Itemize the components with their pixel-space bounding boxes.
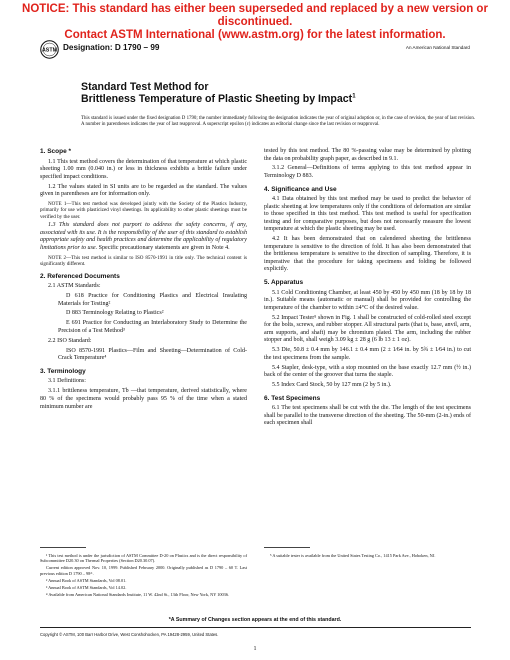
para-3-1-2: 3.1.2 General—Definitions of terms applying to this test method appear in Terminology D 883. <box>264 165 471 180</box>
note-2: NOTE 2—This test method is similar to ISO 8570-1991 in title only. The technical content is significantly different. <box>40 254 247 268</box>
footnote-1: ¹ This test method is under the jurisdiction of ASTM Committee D-20 on Plastics and is the direct responsibility of Subcommittee D20.30 on Thermal Properties (Section D20.30.07). <box>40 553 247 564</box>
reference-item: E 691 Practice for Conducting an Interlaboratory Study to Determine the Precision of a Test Method³ <box>58 320 247 334</box>
page-number: 1 <box>253 646 257 652</box>
para-5-5: 5.5 Index Card Stock, 50 by 127 mm (2 by 5 in.). <box>272 382 392 389</box>
notice-line-1: NOTICE: This standard has either been superseded and replaced by a new version or discontinued. <box>22 3 488 28</box>
section-4-heading: 4. Significance and Use <box>264 185 337 193</box>
notice-line-2: Contact ASTM International (www.astm.org) for the latest information. <box>64 29 446 41</box>
section-6-heading: 6. Test Specimens <box>264 394 321 402</box>
para-5-1: 5.1 Cold Conditioning Chamber, at least 450 by 450 by 450 mm (18 by 18 by 18 in.). Suitable means (automatic or manual) shall be provided for controlling the temperature of the chamber to within ±4°C of the desired value. <box>264 289 471 311</box>
right-footnotes <box>264 553 471 560</box>
section-3-heading: 3. Terminology <box>40 367 86 375</box>
section-2-heading: 2. Referenced Documents <box>40 272 120 280</box>
copyright-line: Copyright © ASTM, 100 Barr Harbor Drive, West Conshohocken, PA 19428-2959, United States. <box>40 632 219 637</box>
section-1-heading: 1. Scope * <box>40 148 72 155</box>
footnote-rule <box>264 547 310 548</box>
right-column <box>264 148 471 430</box>
footer-divider <box>40 627 471 628</box>
footnote-rule <box>40 547 86 548</box>
para-6-1: 6.1 The test specimens shall be cut with the die. The length of the test specimens shall be parallel to the transverse direction of the sheeting. The 50-mm (2-in.) ends of each specimen shall <box>264 405 471 427</box>
title-line-2: Brittleness Temperature of Plastic Sheeting by Impact$^1$ <box>81 93 356 106</box>
footnote-2: ² Annual Book of ASTM Standards, Vol 08.01. <box>46 577 127 583</box>
svg-text:ASTM: ASTM <box>41 47 58 54</box>
left-column <box>40 148 247 413</box>
para-3-1-1-continued: tested by this test method. The 80 %-passing value may be determined by plotting the data on probability graph paper, as described in 9.1. <box>264 148 471 162</box>
para-1-2: 1.2 The values stated in SI units are to be regarded as the standard. The values given in parentheses are for information only. <box>40 183 247 198</box>
para-3-1: 3.1 Definitions: <box>48 378 86 385</box>
left-footnotes <box>40 553 247 599</box>
para-4-2: 4.2 It has been demonstrated that on calendered sheeting the brittleness temperature is sensitive to the direction of fold. It has also been demonstrated that the brittleness temperature is sensitive to the direction of sampling. Therefore, it is imperative that the procedure for taking specimens and folding be followed explicitly. <box>264 236 471 273</box>
para-1-1: 1.1 This test method covers the determination of that temperature at which plastic sheeting 1.00 mm (0.040 in.) or less in thickness exhibits a brittle failure under specified impact conditions. <box>40 158 247 180</box>
section-5-heading: 5. Apparatus <box>264 278 304 286</box>
national-standard-label: An American National Standard <box>405 45 470 50</box>
note-1: NOTE 1—This test method was developed jointly with the Society of the Plastics Industry, primarily for use with plasticized vinyl sheetings. Its applicability to other plastic sheetings must be verified by the user. <box>40 201 247 220</box>
reference-item: ISO 8570-1991 Plastics—Film and Sheeting—Determination of Cold-Crack Temperature⁴ <box>58 347 247 362</box>
astm-logo-icon <box>40 40 59 59</box>
document-title <box>81 81 471 105</box>
reference-item: D 883 Terminology Relating to Plastics² <box>66 310 164 317</box>
footnote-1-edition: Current edition approved Nov. 10, 1999. Published February 2000. Originally published as D 1790 – 60 T. Last previous edition D 1790 – 98ᵋ¹. <box>40 565 247 576</box>
para-5-4: 5.4 Stapler, desk-type, with a stop mounted on the base exactly 12.7 mm (½ in.) back of the center of the groover that turns the staple. <box>264 364 471 379</box>
para-2-2: 2.2 ISO Standard: <box>48 337 92 344</box>
title-line-1: Standard Test Method for <box>81 81 209 93</box>
footnote-3: ³ Annual Book of ASTM Standards, Vol 14.02. <box>46 584 127 590</box>
para-2-1: 2.1 ASTM Standards: <box>48 283 101 290</box>
issuance-statement: This standard is issued under the fixed designation D 1790; the number immediately following the designation indicates the year of original adoption or, in the case of revision, the year of last revision. A number in parentheses indicates the year of last reapproval. A superscript epsilon (ε) indicates an editorial change since the last revision or reapproval. <box>81 116 475 128</box>
para-5-2: 5.2 Impact Tester⁵ shown in Fig. 1 shall be constructed of cold-rolled steel except for the bolts, screws, and rubber stopper. All structural parts (that is, base, anvil, arm, arm supports, and shaft) may be chromium plated. The arm, including the rubber stopper and bolt, shall weigh 3.09 kg ± 28 g (6 lb 13 ± 1 oz). <box>264 314 471 344</box>
para-4-1: 4.1 Data obtained by this test method may be used to predict the behavior of plastic sheeting at low temperatures only if the conditions of deformation are similar to those specified in this test method. This test method is useful for specification testing and for comparative purposes, but does not necessarily measure the lowest temperature at which the plastic sheeting may be used. <box>264 196 471 233</box>
para-1-3: 1.3 This standard does not purport to address the safety concerns, if any, associated with its use. It is the responsibility of the user of this standard to establish appropriate safety and health practices and determine the applicability of regulatory limitations prior to use. Specific precautionary statements are given in Note 4. <box>40 222 247 251</box>
para-5-3: 5.3 Die, 50.8 ± 0.4 mm by 146.1 ± 0.4 mm (2 ± 1⁄64 in. by 5¾ ± 1⁄64 in.) to cut the test specimens from the sample. <box>264 347 471 361</box>
supersession-notice <box>0 3 510 42</box>
footnote-4: ⁴ Available from American National Standards Institute, 11 W. 42nd St., 13th Floor, New York, NY 10036. <box>46 591 230 597</box>
designation: Designation: D 1790 – 99 <box>63 43 160 52</box>
summary-of-changes-note: *A Summary of Changes section appears at the end of this standard. <box>168 617 342 623</box>
reference-item: D 618 Practice for Conditioning Plastics and Electrical Insulating Materials for Testing² <box>58 293 247 307</box>
footnote-5: ⁵ A suitable tester is available from the United States Testing Co., 1415 Park Ave., Hoboken, NJ. <box>270 553 436 558</box>
para-3-1-1: 3.1.1 brittleness temperature, Tb —that temperature, derived statistically, where 80 % of the specimens would probably pass 95 % of the time when a stated minimum number are <box>40 388 247 410</box>
